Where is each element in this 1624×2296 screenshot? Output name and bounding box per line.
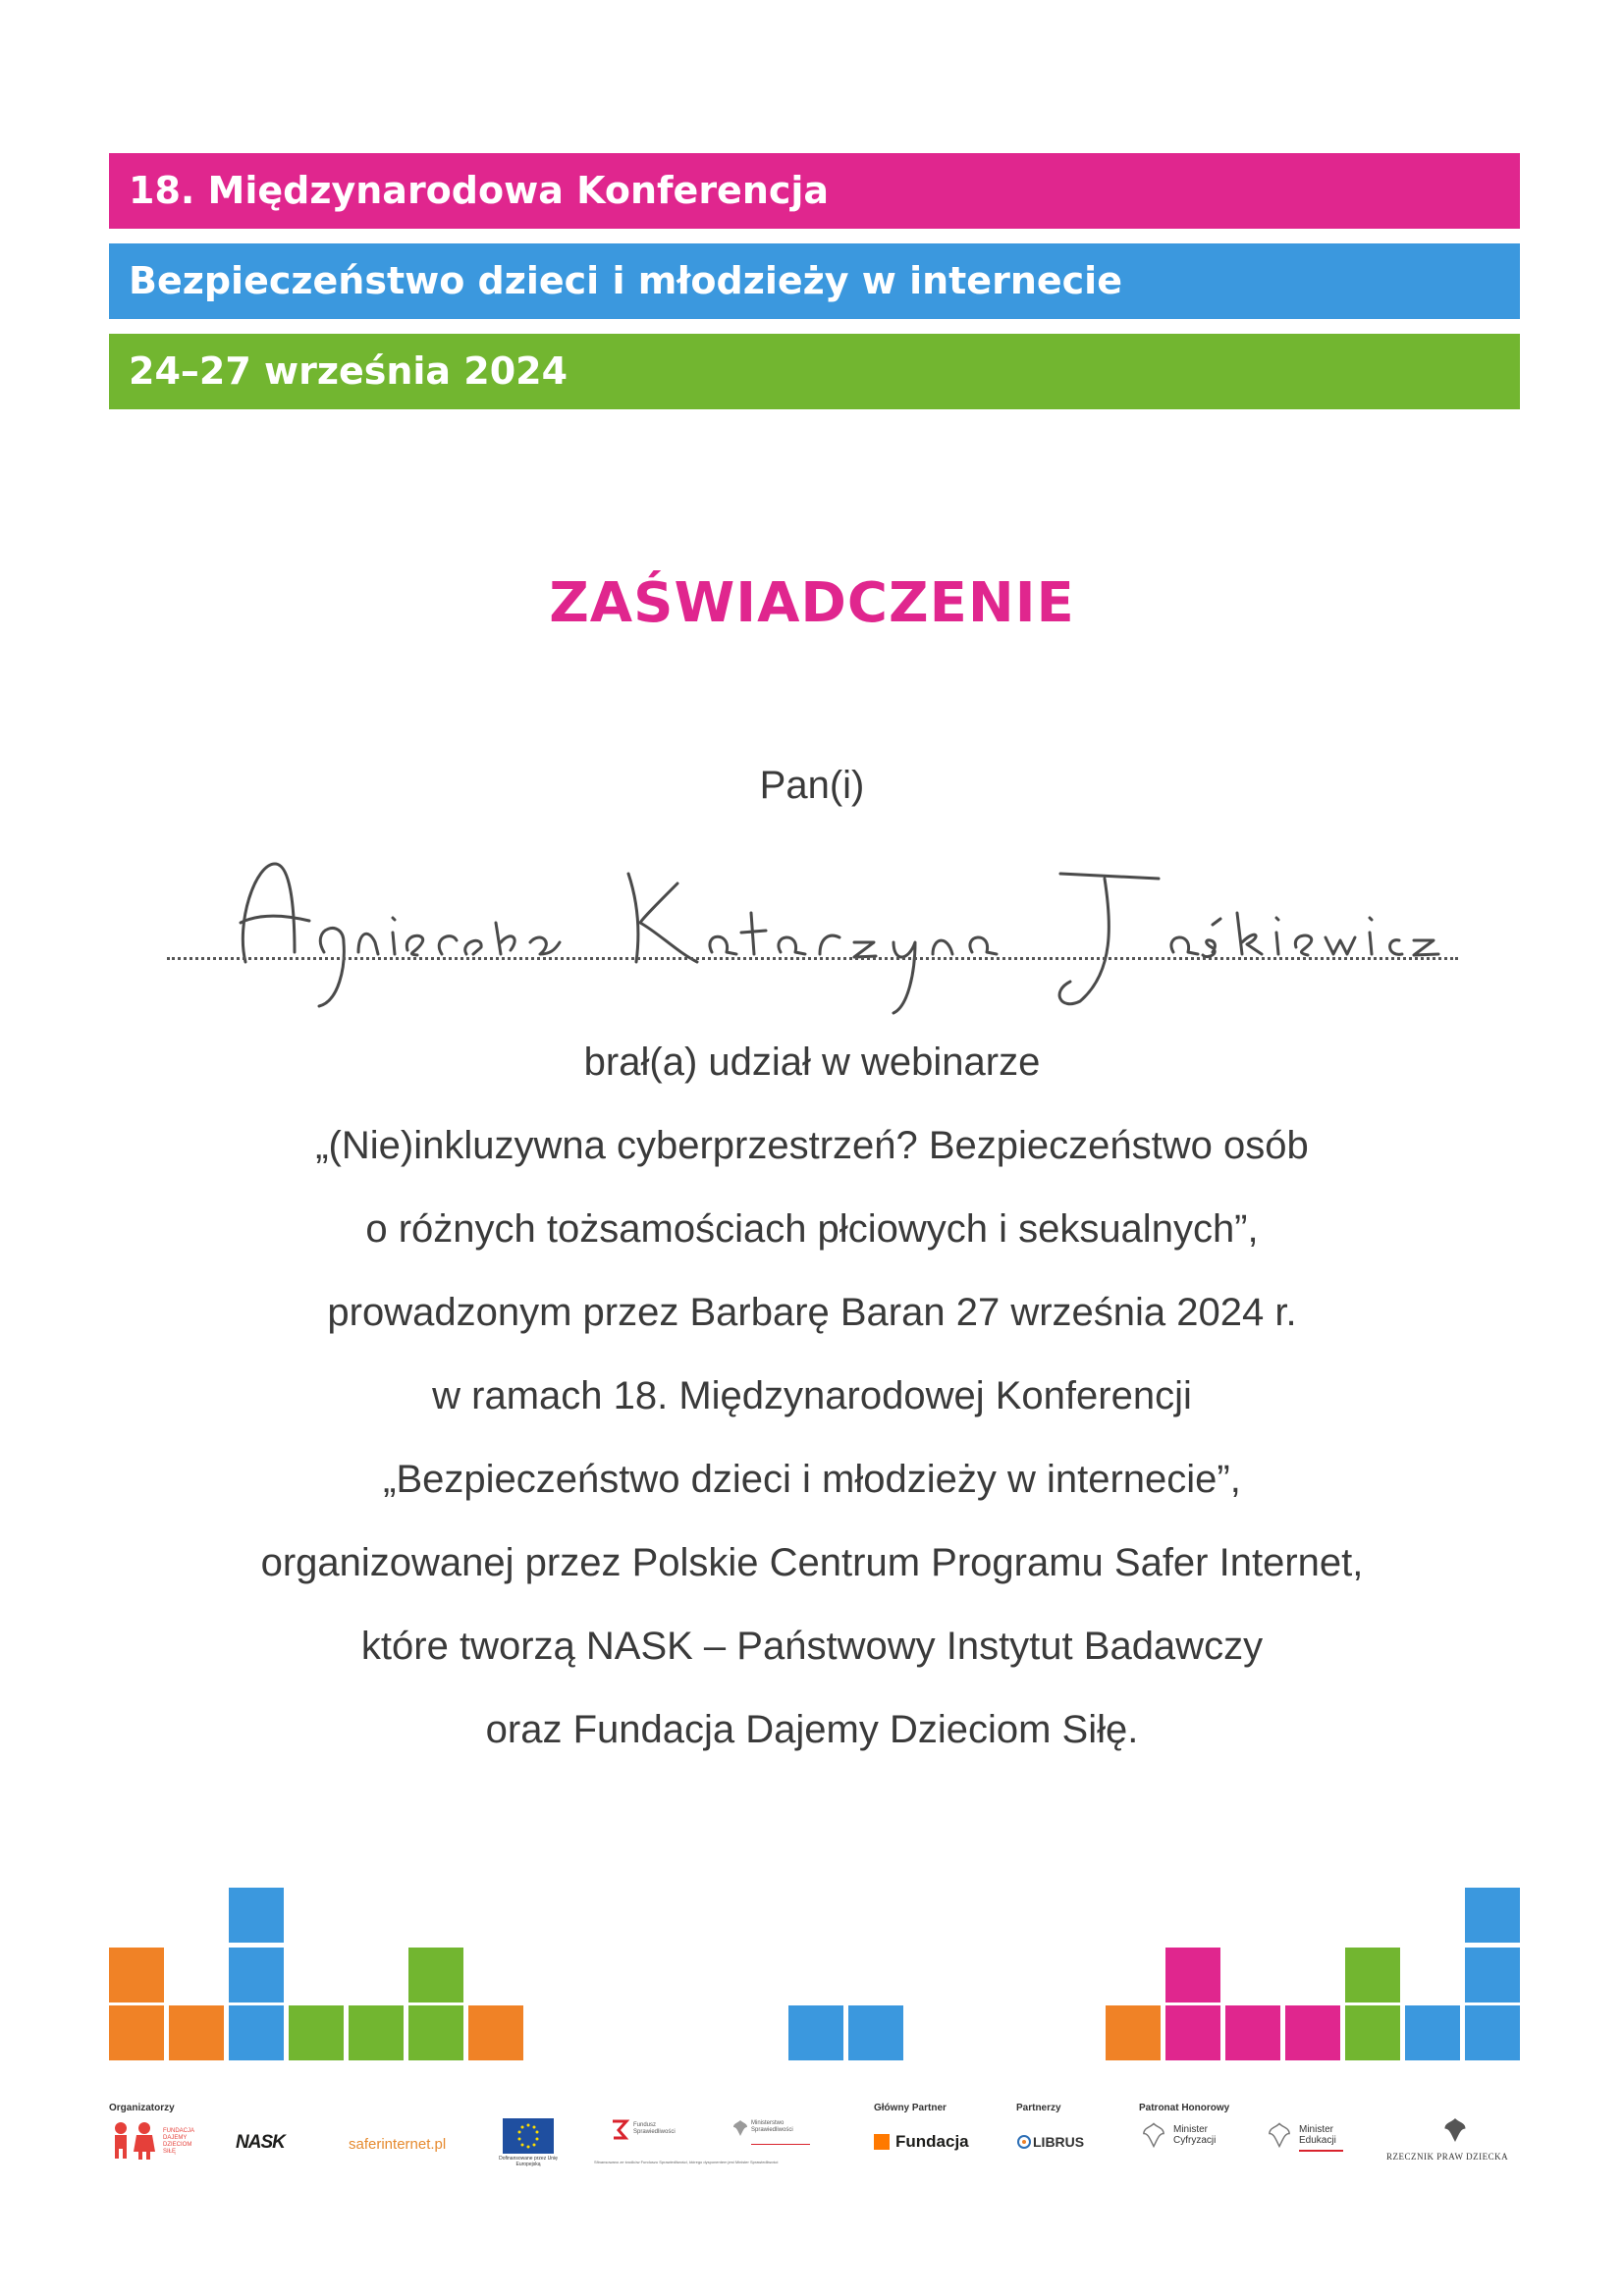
ms-text: Ministerstwo Sprawiedliwości bbox=[751, 2120, 793, 2133]
fdds-logo bbox=[109, 2120, 160, 2164]
deco-square bbox=[408, 1948, 463, 2002]
organizers-label: Organizatorzy bbox=[109, 2103, 175, 2113]
deco-square bbox=[468, 2005, 523, 2060]
signature-dotted-line bbox=[167, 957, 1458, 960]
deco-square bbox=[229, 1888, 284, 1943]
fdds-logo-text: FUNDACJA DAJEMY DZIECIOM SIŁĘ bbox=[163, 2128, 194, 2155]
body-line: o różnych tożsamościach płciowych i seksualnych”, bbox=[365, 1207, 1259, 1251]
ms-underline bbox=[751, 2144, 810, 2145]
deco-square bbox=[1285, 2005, 1340, 2060]
librus-text: LIBRUS bbox=[1033, 2134, 1085, 2150]
deco-square bbox=[349, 2005, 404, 2060]
deco-square bbox=[229, 2005, 284, 2060]
fundusz-note: Sfinansowano ze środków Funduszu Sprawiedliwości, którego dysponentem jest Minister Sprawiedliwości bbox=[594, 2160, 779, 2164]
body-line: „(Nie)inkluzywna cyberprzestrzeń? Bezpieczeństwo osób bbox=[315, 1124, 1309, 1167]
conference-title-band: Bezpieczeństwo dzieci i młodzieży w internecie bbox=[109, 243, 1520, 319]
fundusz-logo bbox=[609, 2118, 630, 2145]
deco-square bbox=[1345, 2005, 1400, 2060]
deco-square bbox=[1106, 2005, 1161, 2060]
orange-fundacja-logo: Fundacja bbox=[895, 2132, 969, 2151]
deco-square bbox=[1465, 1888, 1520, 1943]
librus-logo bbox=[1016, 2134, 1032, 2153]
eu-caption: Dofinansowane przez Unię Europejską bbox=[499, 2156, 558, 2167]
body-line: organizowanej przez Polskie Centrum Programu Safer Internet, bbox=[260, 1541, 1364, 1584]
rpd-eagle-logo bbox=[1441, 2115, 1469, 2148]
body-line: w ramach 18. Międzynarodowej Konferencji bbox=[432, 1374, 1192, 1417]
body-line: prowadzonym przez Barbarę Baran 27 września 2024 r. bbox=[327, 1291, 1297, 1334]
deco-square bbox=[788, 2005, 843, 2060]
deco-square bbox=[1405, 2005, 1460, 2060]
ms-eagle-logo bbox=[731, 2118, 749, 2141]
children-icon bbox=[109, 2120, 160, 2162]
mc-eagle-logo bbox=[1141, 2120, 1166, 2153]
body-line: „Bezpieczeństwo dzieci i młodzieży w internecie”, bbox=[383, 1458, 1241, 1501]
deco-square bbox=[229, 1948, 284, 2002]
salutation: Pan(i) bbox=[759, 764, 865, 807]
partners-label: Partnerzy bbox=[1016, 2103, 1061, 2113]
main-partner-label: Główny Partner bbox=[874, 2103, 947, 2113]
orange-square-icon bbox=[874, 2134, 890, 2150]
conference-dates-band: 24–27 września 2024 bbox=[109, 334, 1520, 409]
conference-number-band: 18. Międzynarodowa Konferencja bbox=[109, 153, 1520, 229]
certificate-body bbox=[0, 1021, 1624, 1772]
patronage-label: Patronat Honorowy bbox=[1139, 2103, 1230, 2113]
rpd-text: RZECZNIK PRAW DZIECKA bbox=[1386, 2152, 1509, 2162]
deco-square bbox=[1465, 1948, 1520, 2002]
nask-logo: NASK bbox=[236, 2132, 285, 2153]
deco-square bbox=[1165, 2005, 1220, 2060]
eu-flag-icon bbox=[503, 2118, 554, 2154]
me-underline bbox=[1299, 2150, 1343, 2152]
librus-icon bbox=[1016, 2134, 1032, 2150]
minister-edukacji-text: Minister Edukacji bbox=[1299, 2124, 1336, 2146]
eagle-icon bbox=[1141, 2120, 1166, 2150]
deco-square bbox=[109, 2005, 164, 2060]
body-line: które tworzą NASK – Państwowy Instytut Badawczy bbox=[360, 1625, 1264, 1668]
handwritten-name bbox=[216, 844, 1453, 1021]
body-line: oraz Fundacja Dajemy Dzieciom Siłę. bbox=[485, 1708, 1139, 1751]
deco-square bbox=[1465, 2005, 1520, 2060]
deco-square bbox=[1165, 1948, 1220, 2002]
certificate-title: ZAŚWIADCZENIE bbox=[549, 571, 1075, 635]
deco-square bbox=[848, 2005, 903, 2060]
deco-square bbox=[109, 1948, 164, 2002]
fundusz-icon bbox=[609, 2118, 630, 2142]
eu-flag-logo bbox=[503, 2118, 554, 2157]
minister-cyfryzacji-text: Minister Cyfryzacji bbox=[1173, 2124, 1217, 2146]
deco-square bbox=[1225, 2005, 1280, 2060]
deco-square bbox=[1345, 1948, 1400, 2002]
fundusz-text: Fundusz Sprawiedliwości bbox=[633, 2122, 676, 2135]
body-line: brał(a) udział w webinarze bbox=[583, 1041, 1041, 1084]
deco-square bbox=[169, 2005, 224, 2060]
deco-square bbox=[408, 2005, 463, 2060]
eagle-icon bbox=[1441, 2115, 1469, 2145]
eagle-icon bbox=[731, 2118, 749, 2138]
deco-square bbox=[289, 2005, 344, 2060]
saferinternet-logo: saferinternet.pl bbox=[349, 2136, 447, 2153]
eagle-icon bbox=[1267, 2120, 1292, 2150]
me-eagle-logo bbox=[1267, 2120, 1292, 2153]
